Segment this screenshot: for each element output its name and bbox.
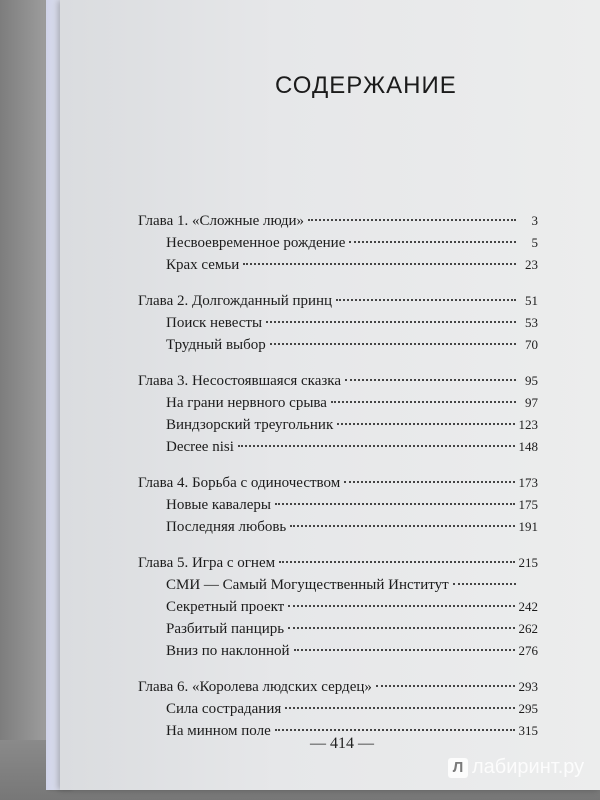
dot-leader — [376, 685, 515, 687]
toc-section-row — [138, 312, 538, 334]
toc-entry-page: 123 — [518, 417, 538, 432]
toc-entry-page: 276 — [518, 643, 538, 658]
toc-chapter-row — [138, 472, 538, 494]
dot-leader — [308, 219, 516, 221]
table-of-contents — [138, 210, 538, 756]
page-number: — 414 — — [310, 735, 374, 752]
toc-chapter-row — [138, 290, 538, 312]
toc-section-row — [138, 254, 538, 276]
dot-leader — [288, 627, 514, 629]
toc-chapter-row — [138, 370, 538, 392]
toc-entry-title: Вниз по наклонной — [166, 643, 290, 659]
toc-entry-page: 95 — [525, 373, 538, 388]
dot-leader — [238, 445, 515, 447]
labirint-logo-icon: Л — [448, 758, 468, 778]
watermark-text: лабиринт.ру — [472, 756, 585, 778]
toc-entry-title: Последняя любовь — [166, 519, 287, 535]
toc-entry-title: Глава 4. Борьба с одиночеством — [138, 475, 341, 491]
toc-chapter-block — [138, 210, 538, 276]
toc-section-row — [138, 596, 538, 618]
toc-chapter-block — [138, 370, 538, 458]
dot-leader — [331, 401, 516, 403]
toc-section-row — [138, 618, 538, 640]
toc-entry-page: 148 — [518, 439, 538, 454]
toc-entry-page: 5 — [531, 235, 538, 250]
toc-entry-title: Секретный проект — [166, 599, 285, 615]
toc-entry-page: 173 — [518, 475, 538, 490]
dot-leader — [336, 299, 516, 301]
toc-entry-page: 262 — [518, 621, 538, 636]
dot-leader — [345, 379, 516, 381]
toc-entry-title: Поиск невесты — [166, 315, 263, 331]
toc-section-row — [138, 436, 538, 458]
toc-entry-title: Несвоевременное рождение — [166, 235, 346, 251]
toc-section-row — [138, 698, 538, 720]
toc-entry-title: На минном поле — [166, 723, 271, 739]
toc-entry-page: 175 — [518, 497, 538, 512]
toc-entry-title: Разбитый панцирь — [166, 621, 285, 637]
dot-leader — [243, 263, 516, 265]
dot-leader — [288, 605, 514, 607]
dot-leader — [344, 481, 514, 483]
toc-entry-title: На грани нервного срыва — [166, 395, 327, 411]
dot-leader — [279, 561, 514, 563]
toc-section-row — [138, 334, 538, 356]
dot-leader — [275, 729, 515, 731]
toc-chapter-block — [138, 290, 538, 356]
dot-leader — [266, 321, 516, 323]
toc-chapter-row — [138, 676, 538, 698]
toc-entry-page: 70 — [525, 337, 538, 352]
toc-section-row — [138, 232, 538, 254]
toc-entry-page: 315 — [518, 723, 538, 738]
page-title: СОДЕРЖАНИЕ — [275, 72, 457, 99]
toc-entry-title: СМИ — Самый Могущественный Институт — [166, 577, 449, 593]
toc-chapter-block — [138, 472, 538, 538]
dot-leader — [294, 649, 515, 651]
toc-section-row — [138, 574, 538, 596]
toc-entry-title: Decree nisi — [166, 439, 234, 455]
toc-entry-page: 191 — [518, 519, 538, 534]
toc-entry-title: Крах семьи — [166, 257, 240, 273]
dot-leader — [275, 503, 514, 505]
toc-chapter-row — [138, 552, 538, 574]
toc-entry-title: Виндзорский треугольник — [166, 417, 334, 433]
dot-leader — [337, 423, 514, 425]
toc-section-row — [138, 494, 538, 516]
toc-section-row — [138, 414, 538, 436]
dot-leader — [349, 241, 516, 243]
toc-entry-page: 53 — [525, 315, 538, 330]
toc-chapter-row — [138, 210, 538, 232]
toc-entry-page: 215 — [518, 555, 538, 570]
toc-entry-page: 295 — [518, 701, 538, 716]
dot-leader — [270, 343, 516, 345]
toc-section-row — [138, 392, 538, 414]
toc-entry-title: Глава 2. Долгожданный принц — [138, 293, 333, 309]
toc-chapter-block — [138, 552, 538, 662]
toc-entry-title: Трудный выбор — [166, 337, 266, 353]
toc-entry-page: 51 — [525, 293, 538, 308]
dot-leader — [290, 525, 514, 527]
toc-entry-page: 293 — [518, 679, 538, 694]
toc-entry-title: Глава 5. Игра с огнем — [138, 555, 276, 571]
dot-leader — [453, 583, 516, 585]
toc-entry-page: 97 — [525, 395, 538, 410]
toc-chapter-block — [138, 676, 538, 742]
toc-entry-title: Глава 6. «Королева людских сердец» — [138, 679, 372, 695]
watermark — [448, 756, 584, 779]
toc-section-row — [138, 640, 538, 662]
toc-section-row — [138, 516, 538, 538]
toc-entry-title: Новые кавалеры — [166, 497, 272, 513]
toc-entry-page: 23 — [525, 257, 538, 272]
toc-entry-page: 3 — [531, 213, 538, 228]
toc-entry-page: 242 — [518, 599, 538, 614]
toc-entry-title: Глава 1. «Сложные люди» — [138, 213, 305, 229]
toc-entry-title: Сила сострадания — [166, 701, 282, 717]
dot-leader — [285, 707, 514, 709]
toc-entry-title: Глава 3. Несостоявшаяся сказка — [138, 373, 342, 389]
